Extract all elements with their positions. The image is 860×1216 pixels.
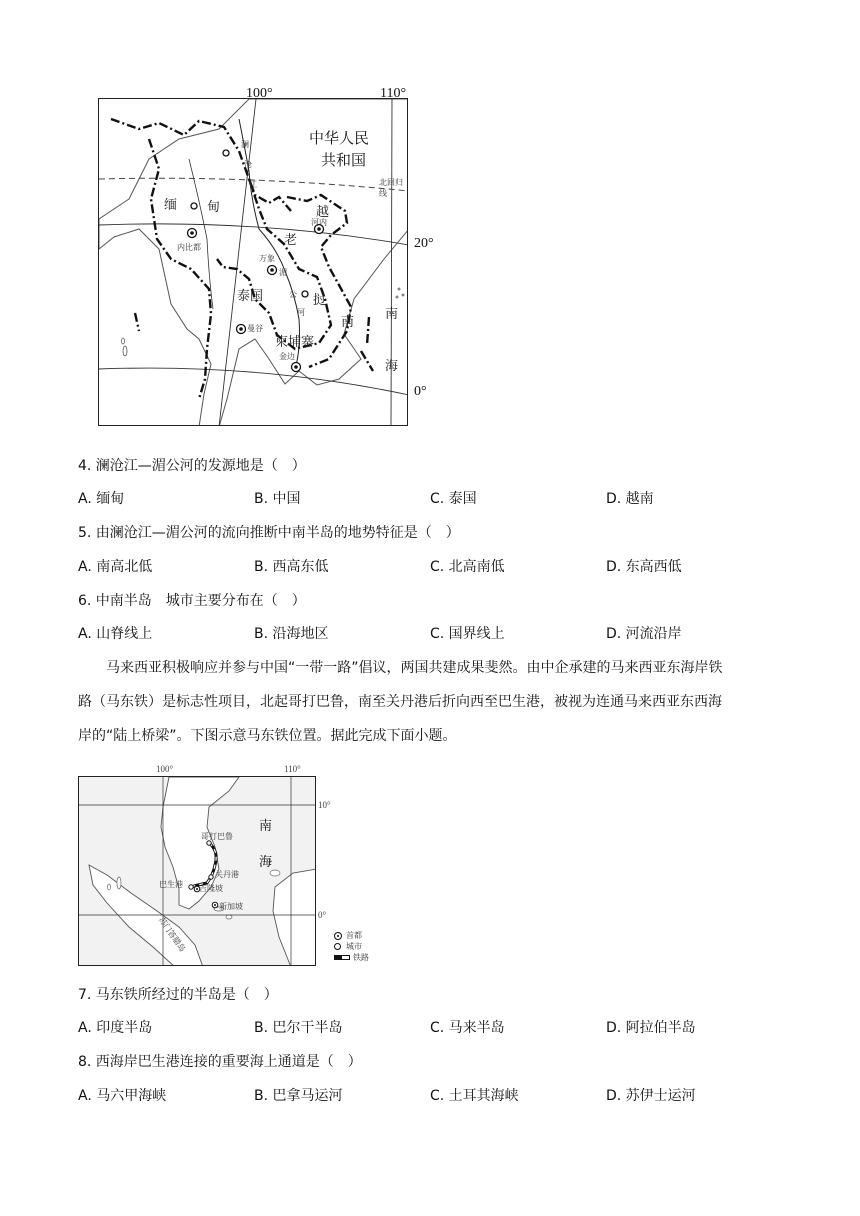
- sumatra-label: 苏门答腊岛: [156, 915, 188, 954]
- passage-line-2: 路（马东铁）是标志性项目，北起哥打巴鲁，南至关丹港后折向西至巴生港，被视为连通马来西亚东西海: [78, 694, 722, 710]
- map2-sea-label: 海: [259, 855, 273, 870]
- vietnam-label-1: 越: [316, 205, 330, 220]
- myanmar-label-1: 缅: [164, 198, 178, 213]
- south-sea-label-2: 海: [385, 359, 399, 374]
- q8-option-b[interactable]: B. 巴拿马运河: [254, 1088, 343, 1104]
- lon-100-label: 100°: [246, 86, 273, 101]
- q4-option-b[interactable]: B. 中国: [254, 491, 301, 507]
- legend-capital-label: 首都: [346, 931, 362, 940]
- legend-city-label: 城市: [346, 942, 362, 951]
- q8-option-a[interactable]: A. 马六甲海峡: [78, 1088, 167, 1104]
- tropic-label: 北回归线: [379, 178, 403, 198]
- vientiane-label: 万象: [259, 254, 275, 263]
- q4-option-c[interactable]: C. 泰国: [430, 491, 477, 507]
- singapore-label: 新加坡: [219, 902, 243, 911]
- q6-option-b[interactable]: B. 沿海地区: [254, 626, 329, 642]
- q5-option-c[interactable]: C. 北高南低: [430, 559, 505, 575]
- q6-option-d[interactable]: D. 河流沿岸: [606, 626, 682, 642]
- lancang-label-1: 澜: [241, 140, 249, 149]
- city-pakse: [302, 291, 308, 297]
- malaysia-rail-map-svg: [79, 777, 316, 966]
- laos-label-2: 挝: [313, 293, 327, 308]
- bangkok-label: 曼谷: [247, 324, 263, 333]
- map2-lon-110-label: 110°: [284, 764, 301, 774]
- map2-lat-10-label: 10°: [318, 800, 331, 810]
- railway-symbol-icon: [334, 955, 350, 960]
- legend-railway-label: 铁路: [353, 953, 369, 962]
- naypyidaw-label: 内比都: [177, 243, 201, 252]
- malaysia-rail-map: [78, 776, 316, 966]
- kotabharu-label: 哥打巴鲁: [201, 832, 233, 841]
- question-4: 4. 澜沧江—湄公河的发源地是（ ）: [78, 458, 306, 474]
- q6-option-a[interactable]: A. 山脊线上: [78, 626, 153, 642]
- kuantan-label: 关丹港: [215, 870, 239, 879]
- lat-20-label: 20°: [414, 236, 434, 251]
- vietnam-label-2: 南: [341, 315, 355, 330]
- q7-option-b[interactable]: B. 巴尔干半岛: [254, 1020, 343, 1036]
- myanmar-label-2: 甸: [207, 200, 221, 215]
- map2-lat-0-label: 0°: [318, 910, 327, 920]
- portklang-label: 巴生港: [159, 880, 183, 889]
- question-8: 8. 西海岸巴生港连接的重要海上通道是（ ）: [78, 1054, 362, 1070]
- mekong-label-3: 河: [297, 308, 305, 317]
- cambodia-label: 柬埔寨: [275, 335, 315, 350]
- lancang-label-3: 江: [249, 180, 257, 189]
- q8-option-d[interactable]: D. 苏伊士运河: [606, 1088, 696, 1104]
- q4-option-d[interactable]: D. 越南: [606, 491, 654, 507]
- mekong-label-1: 湄: [279, 268, 287, 277]
- indochina-map: [98, 98, 408, 426]
- capital-symbol-icon: [334, 932, 342, 940]
- meridian-110: [391, 99, 392, 426]
- question-6: 6. 中南半岛 城市主要分布在（ ）: [78, 593, 306, 609]
- south-sea-label-1: 南: [385, 307, 399, 322]
- q7-option-c[interactable]: C. 马来半岛: [430, 1020, 505, 1036]
- city-kuantan: [209, 875, 213, 879]
- mekong-label-2: 公: [289, 290, 297, 299]
- passage-line-1: 马来西亚积极响应并参与中国“一带一路”倡议，两国共建成果斐然。由中企承建的马来西亚东海岸铁: [106, 660, 723, 676]
- q7-option-a[interactable]: A. 印度半岛: [78, 1020, 153, 1036]
- lancang-label-2: 沧: [244, 160, 252, 169]
- lat-0-label: 0°: [414, 384, 427, 399]
- hanoi-label: 河内: [311, 218, 327, 227]
- city-mandalay: [191, 203, 197, 209]
- parallel-20: [99, 224, 408, 245]
- q7-option-d[interactable]: D. 阿拉伯半岛: [606, 1020, 696, 1036]
- map2-south-label: 南: [259, 819, 273, 834]
- legend-city: [334, 941, 369, 952]
- q5-option-d[interactable]: D. 东高西低: [606, 559, 682, 575]
- parallel-0: [99, 368, 408, 395]
- city-symbol-icon: [334, 943, 341, 950]
- china-label-1: 中华人民: [309, 129, 370, 147]
- legend-capital: [334, 930, 369, 941]
- legend-railway: [334, 952, 369, 963]
- q5-option-b[interactable]: B. 西高东低: [254, 559, 329, 575]
- q4-option-a[interactable]: A. 缅甸: [78, 491, 125, 507]
- kl-label: 吉隆坡: [199, 884, 223, 893]
- q8-option-c[interactable]: C. 土耳其海峡: [430, 1088, 519, 1104]
- laos-label-1: 老: [284, 233, 298, 248]
- q5-option-a[interactable]: A. 南高北低: [78, 559, 153, 575]
- passage-line-3: 岸的“陆上桥梁”。下图示意马东铁位置。据此完成下面小题。: [78, 728, 457, 744]
- q6-option-c[interactable]: C. 国界线上: [430, 626, 505, 642]
- map2-legend: [334, 930, 369, 963]
- question-5: 5. 由澜沧江—湄公河的流向推断中南半岛的地势特征是（ ）: [78, 525, 460, 541]
- city-portklang: [189, 885, 193, 889]
- phnompenh-label: 金边: [279, 352, 295, 361]
- map2-lon-100-label: 100°: [156, 764, 174, 774]
- city-kunming: [223, 150, 229, 156]
- lon-110-label: 110°: [380, 86, 407, 101]
- question-7: 7. 马东铁所经过的半岛是（ ）: [78, 987, 278, 1003]
- china-label-2: 共和国: [321, 151, 367, 169]
- thailand-label: 泰国: [237, 289, 264, 304]
